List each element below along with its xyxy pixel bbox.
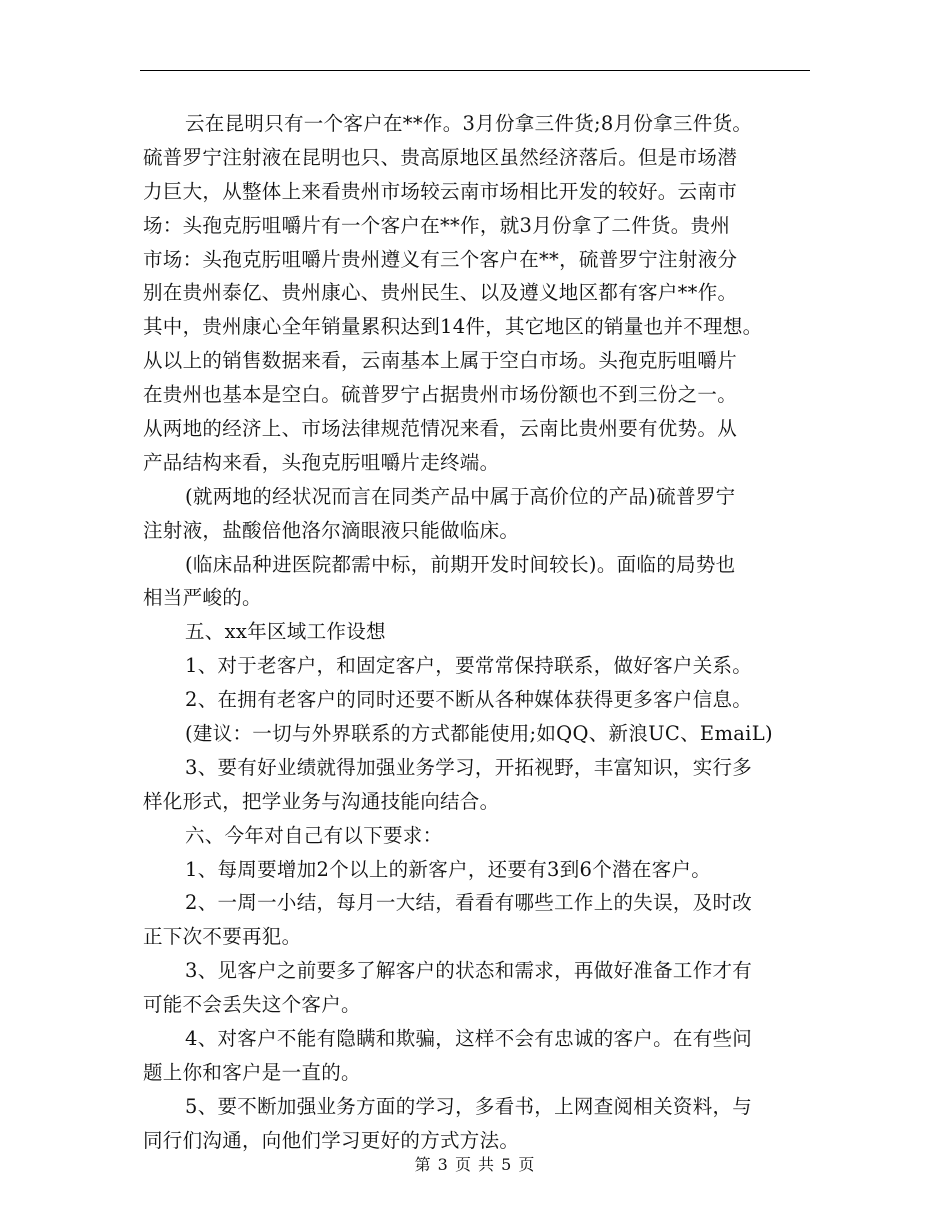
page-footer: 第 3 页 共 5 页 <box>414 1155 536 1174</box>
text-line: 3、要有好业绩就得加强业务学习，开拓视野，丰富知识，实行多 <box>185 755 753 779</box>
text-line: 六、今年对自己有以下要求： <box>185 823 443 847</box>
text-line: 3、见客户之前要多了解客户的状态和需求，再做好准备工作才有 <box>185 959 753 983</box>
text-line: 产品结构来看，头孢克肟咀嚼片走终端。 <box>143 450 500 474</box>
text-line: 注射液，盐酸倍他洛尔滴眼液只能做临床。 <box>143 518 520 542</box>
text-line: 别在贵州泰亿、贵州康心、贵州民生、以及遵义地区都有客户**作。 <box>143 281 738 305</box>
text-line: 题上你和客户是一直的。 <box>143 1060 361 1084</box>
text-line: 可能不会丢失这个客户。 <box>143 993 361 1017</box>
text-line: 场：头孢克肟咀嚼片有一个客户在**作，就3月份拿了二件货。贵州 <box>143 213 731 237</box>
text-line: 4、对客户不能有隐瞒和欺骗，这样不会有忠诚的客户。在有些问 <box>185 1027 753 1051</box>
text-line: (临床品种进医院都需中标，前期开发时间较长)。面临的局势也 <box>185 552 736 576</box>
text-line: 从两地的经济上、市场法律规范情况来看，云南比贵州要有优势。从 <box>143 417 738 441</box>
text-line: 5、要不断加强业务方面的学习，多看书，上网查阅相关资料，与 <box>185 1094 753 1118</box>
text-line: 硫普罗宁注射液在昆明也只、贵高原地区虽然经济落后。但是市场潜 <box>143 145 738 169</box>
text-line: 同行们沟通，向他们学习更好的方式方法。 <box>143 1128 520 1152</box>
text-line: 从以上的销售数据来看，云南基本上属于空白市场。头孢克肟咀嚼片 <box>143 349 738 373</box>
text-line: 1、每周要增加2个以上的新客户，还要有3到6个潜在客户。 <box>185 857 712 881</box>
text-line: (就两地的经状况而言在同类产品中属于高价位的产品)硫普罗宁 <box>185 484 736 508</box>
text-line: 相当严峻的。 <box>143 586 262 610</box>
text-line: 力巨大，从整体上来看贵州市场较云南市场相比开发的较好。云南市 <box>143 179 738 203</box>
text-line: 其中，贵州康心全年销量累积达到14件，其它地区的销量也并不理想。 <box>143 315 763 339</box>
header-rule <box>140 70 810 71</box>
text-line: 2、在拥有老客户的同时还要不断从各种媒体获得更多客户信息。 <box>185 688 753 712</box>
text-line: 云在昆明只有一个客户在**作。3月份拿三件货;8月份拿三件货。 <box>185 112 753 135</box>
text-line: 正下次不要再犯。 <box>143 925 302 949</box>
document-body <box>143 107 823 1158</box>
text-line: (建议：一切与外界联系的方式都能使用;如QQ、新浪UC、EmaiL) <box>185 722 773 746</box>
text-line: 五、xx年区域工作设想 <box>185 620 386 644</box>
text-line: 2、一周一小结，每月一大结，看看有哪些工作上的失误，及时改 <box>185 891 753 915</box>
text-line: 在贵州也基本是空白。硫普罗宁占据贵州市场份额也不到三份之一。 <box>143 383 738 407</box>
text-line: 1、对于老客户，和固定客户，要常常保持联系，做好客户关系。 <box>185 654 753 678</box>
text-line: 市场：头孢克肟咀嚼片贵州遵义有三个客户在**，硫普罗宁注射液分 <box>143 247 738 271</box>
text-line: 样化形式，把学业务与沟通技能向结合。 <box>143 789 500 813</box>
